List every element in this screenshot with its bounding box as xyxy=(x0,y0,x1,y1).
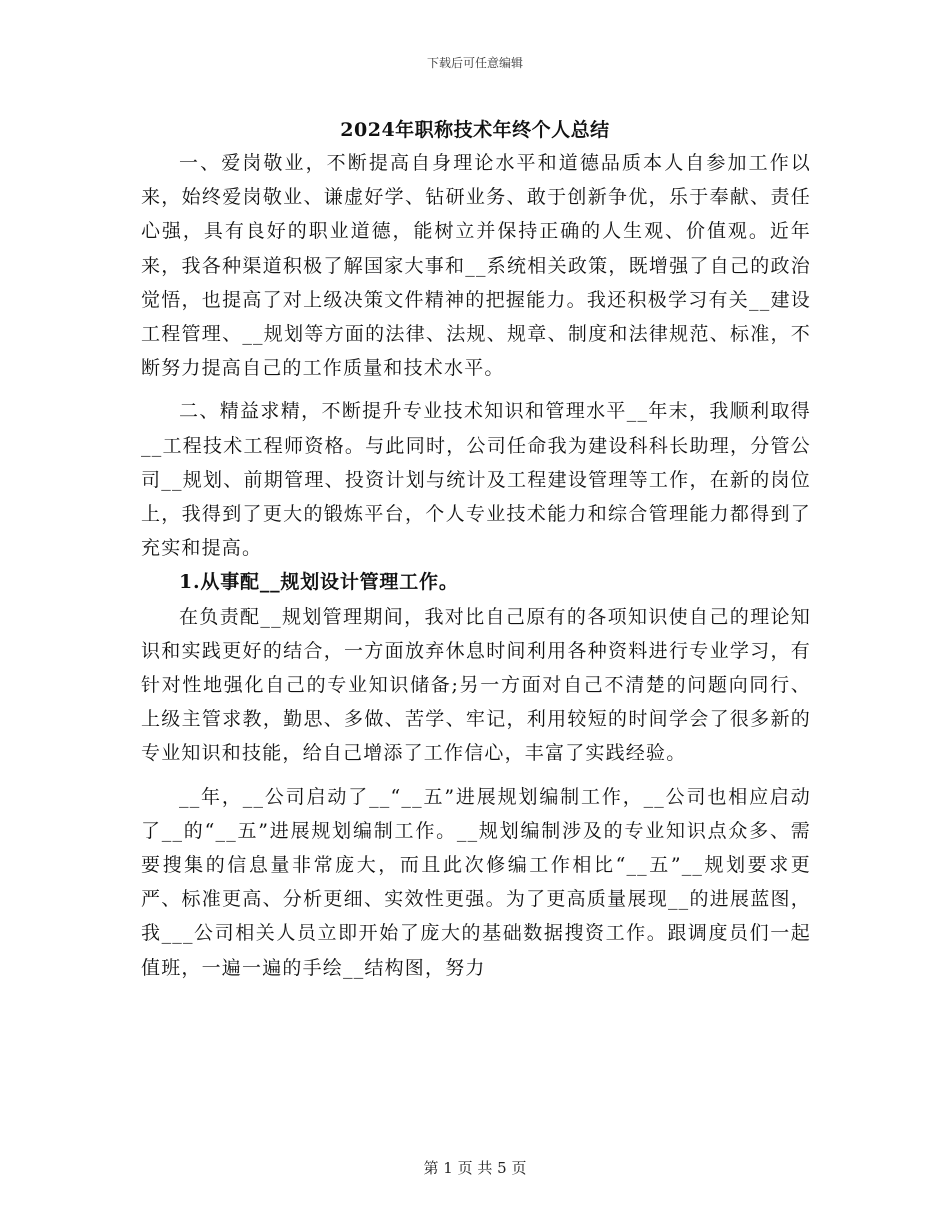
paragraph-section-2: 二、精益求精，不断提升专业技术知识和管理水平__年末，我顺利取得__工程技术工程师资格。与此同时，公司任命我为建设科科长助理，分管公司__规划、前期管理、投资计划与统计及工程建设管理等工作，在新的岗位上，我得到了更大的锻炼平台，个人专业技术能力和综合管理能力都得到了充实和提高。 xyxy=(141,400,811,560)
page-header-note: 下载后可任意编辑 xyxy=(426,56,523,70)
paragraph-item-1-detail: 在负责配__规划管理期间，我对比自己原有的各项知识使自己的理论知识和实践更好的结合，一方面放弃休息时间利用各种资料进行专业学习，有针对性地强化自己的专业知识储备;另一方面对自己不清楚的问题向同行、上级主管求教，勤思、多做、苦学、牢记，利用较短的时间学会了很多新的专业知识和技能，给自己增添了工作信心，丰富了实践经验。 xyxy=(141,605,811,765)
paragraph-planning-work: __年，__公司启动了__“__五”进展规划编制工作，__公司也相应启动了__的“__五”进展规划编制工作。__规划编制涉及的专业知识点众多、需要搜集的信息量非常庞大，而且此次修编工作相比“__五”__规划要求更严、标准更高、分析更细、实效性更强。为了更高质量展现__的进展蓝图，我___公司相关人员立即开始了庞大的基础数据搜资工作。跟调度员们一起值班，一遍一遍的手绘__结构图，努力 xyxy=(141,785,811,979)
page-number-footer: 第 1 页 共 5 页 xyxy=(423,1159,527,1177)
document-body xyxy=(141,146,811,985)
paragraph-section-1: 一、爱岗敬业，不断提高自身理论水平和道德品质本人自参加工作以来，始终爱岗敬业、谦虚好学、钻研业务、敢于创新争优，乐于奉献、责任心强，具有良好的职业道德，能树立并保持正确的人生观、价值观。近年来，我各种渠道积极了解国家大事和__系统相关政策，既增强了自己的政治觉悟，也提高了对上级决策文件精神的把握能力。我还积极学习有关__建设工程管理、__规划等方面的法律、法规、规章、制度和法律规范、标准，不断努力提高自己的工作质量和技术水平。 xyxy=(141,152,811,380)
subheading-item-1: 1.从事配__规划设计管理工作。 xyxy=(179,571,459,594)
document-title: 2024年职称技术年终个人总结 xyxy=(340,119,610,141)
